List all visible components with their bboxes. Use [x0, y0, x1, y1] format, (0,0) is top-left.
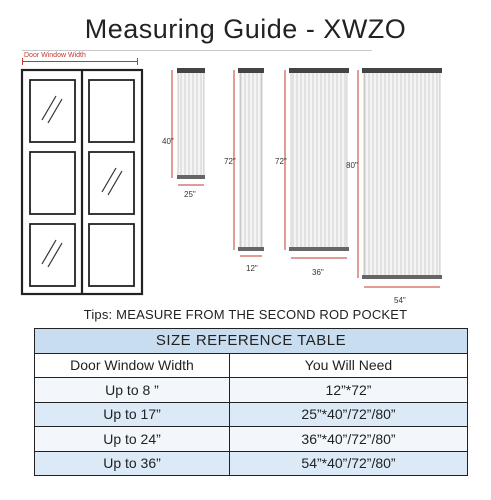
- table-cell: 12”*72”: [230, 378, 468, 403]
- panel-height-label: 80": [346, 161, 358, 170]
- column-header: You Will Need: [230, 353, 468, 378]
- door-width-arrow: [22, 61, 138, 62]
- glass-pane: [30, 80, 75, 142]
- french-door-illustration: [20, 68, 144, 296]
- table-cell: Up to 36”: [35, 451, 230, 476]
- table-cell: 54”*40”/72”/80”: [230, 451, 468, 476]
- door-width-label: Door Window Width: [24, 52, 86, 59]
- glass-pane: [89, 80, 134, 142]
- panel-height-label: 72": [224, 157, 236, 166]
- curtain-panel-25x40: [172, 68, 205, 185]
- table-cell: Up to 17”: [35, 402, 230, 427]
- table-row: [35, 451, 468, 476]
- panel-width-label: 36": [312, 268, 324, 277]
- curtain-panel-36x72: [285, 68, 349, 258]
- glass-pane: [89, 152, 134, 214]
- table-cell: 25”*40”/72”/80”: [230, 402, 468, 427]
- table-row: [35, 402, 468, 427]
- curtain-panels-illustration: [160, 58, 490, 308]
- title-divider: [22, 50, 372, 51]
- table-caption: SIZE REFERENCE TABLE: [35, 329, 468, 354]
- glass-pane: [89, 224, 134, 286]
- table-row: [35, 378, 468, 403]
- glass-pane: [30, 152, 75, 214]
- panel-height-label: 40": [162, 137, 174, 146]
- panel-height-label: 72": [275, 157, 287, 166]
- size-reference-table: [34, 328, 468, 476]
- table-cell: 36”*40”/72”/80”: [230, 427, 468, 452]
- curtain-panel-12x72: [234, 68, 264, 256]
- table-caption-row: [35, 329, 468, 354]
- page-title: Measuring Guide - XWZO: [84, 14, 407, 44]
- table-cell: Up to 8 ”: [35, 378, 230, 403]
- panel-width-label: 25": [184, 190, 196, 199]
- panel-width-label: 54": [394, 296, 406, 305]
- glass-pane: [30, 224, 75, 286]
- curtain-panel-54x80: [358, 68, 442, 287]
- column-header: Door Window Width: [35, 353, 230, 378]
- table-row: [35, 427, 468, 452]
- measuring-tip: Tips: MEASURE FROM THE SECOND ROD POCKET: [83, 307, 408, 322]
- table-cell: Up to 24”: [35, 427, 230, 452]
- table-header-row: [35, 353, 468, 378]
- panel-width-label: 12": [246, 264, 258, 273]
